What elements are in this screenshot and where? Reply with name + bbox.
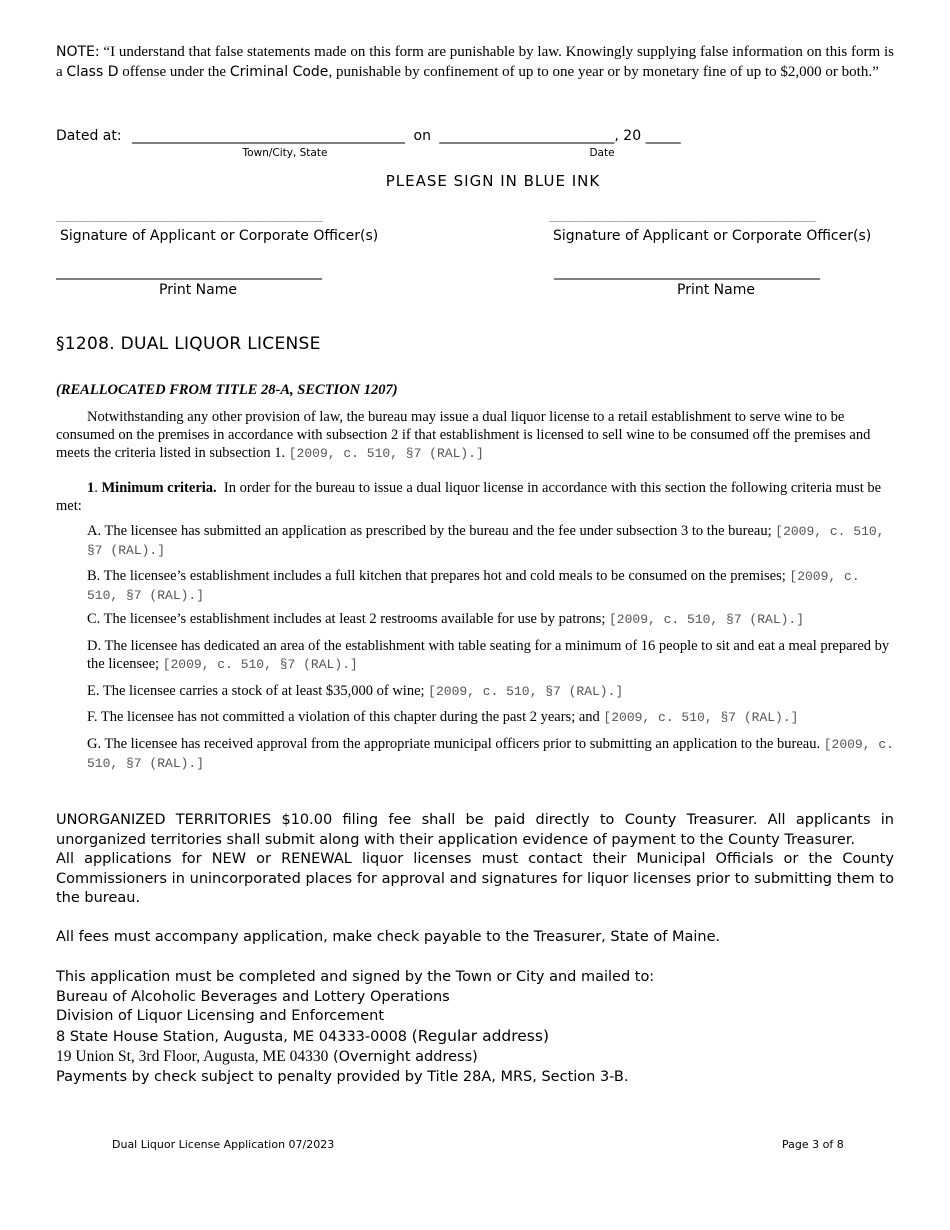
criterion-d-text: D. The licensee has dedicated an area of the establishment with table seating for a minimum of 16 people to sit and eat a meal prepared by the licensee;	[87, 638, 890, 672]
section-subheading: (REALLOCATED FROM TITLE 28-A, SECTION 1207)	[56, 382, 398, 398]
overnight-address: 19 Union St, 3rd Floor, Augusta, ME 04330	[56, 1048, 329, 1065]
print-name-caption-right: Print Name	[677, 282, 755, 298]
criterion-b-citation: [2009, c. 510, §7 (RAL).]	[87, 569, 860, 603]
subsection-1: 1. Minimum criteria. In order for the bureau to issue a dual liquor license in accordance with this section the following criteria must be met:	[56, 480, 882, 514]
sub1-number: 1	[87, 480, 95, 496]
dated-on: on	[413, 128, 431, 144]
overnight-address-label: (Overnight address)	[332, 1049, 478, 1065]
criterion-c-text: C. The licensee’s establishment includes at least 2 restrooms available for use by patrons;	[87, 611, 606, 627]
section-heading: §1208. DUAL LIQUOR LICENSE	[56, 334, 321, 354]
note-class-d: Class D	[66, 64, 119, 80]
regular-address-line	[56, 1027, 894, 1048]
note-text-a: “I understand that false statements made on this form are punishable by law. Knowingly supplying false information on this form is a	[56, 44, 894, 80]
fees-note: All fees must accompany application, make check payable to the Treasurer, State of Maine.	[56, 929, 721, 945]
criterion-d	[87, 637, 897, 674]
criterion-c-citation: [2009, c. 510, §7 (RAL).]	[609, 612, 805, 627]
print-name-line-right[interactable]: ______________________________________	[554, 264, 820, 280]
print-name-line-left[interactable]: ______________________________________	[56, 264, 322, 280]
criterion-e-text: E. The licensee carries a stock of at least $35,000 of wine;	[87, 683, 425, 699]
renewal-note: All applications for NEW or RENEWAL liquor licenses must contact their Municipal Officials or the County Commissioners in unincorporated places for approval and signatures for liquor licenses prior to submitting them to the bureau.	[56, 851, 894, 906]
signature-caption-left: Signature of Applicant or Corporate Officer(s)	[60, 228, 379, 244]
criterion-g-citation: [2009, c. 510, §7 (RAL).]	[87, 737, 894, 771]
print-name-caption-left: Print Name	[159, 282, 237, 298]
note-criminal-code: Criminal Code	[229, 64, 329, 80]
criterion-c	[87, 610, 897, 629]
regular-address-label: (Regular address)	[411, 1026, 550, 1045]
criterion-g	[87, 735, 897, 773]
sub1-text: In order for the bureau to issue a dual liquor license in accordance with this section the following criteria must be met:	[56, 480, 882, 514]
criterion-b	[87, 567, 897, 605]
sign-instruction: PLEASE SIGN IN BLUE INK	[385, 172, 601, 190]
penalty-note: Payments by check subject to penalty provided by Title 28A, MRS, Section 3-B.	[56, 1068, 629, 1085]
criterion-f-citation: [2009, c. 510, §7 (RAL).]	[603, 710, 799, 725]
dated-row	[56, 128, 681, 144]
signature-caption-right: Signature of Applicant or Corporate Officer(s)	[553, 228, 872, 244]
town-label: Town/City, State	[242, 147, 328, 159]
sub1-title: Minimum criteria.	[101, 480, 217, 496]
false-statement-note	[56, 42, 894, 82]
criterion-f	[87, 708, 897, 727]
criterion-a	[87, 522, 897, 560]
year-prefix: , 20	[614, 128, 642, 144]
criterion-a-citation: [2009, c. 510, §7 (RAL).]	[87, 524, 885, 558]
mail-line: Division of Liquor Licensing and Enforcement	[56, 1008, 385, 1024]
signature-line-right[interactable]: _____________________________________________________	[549, 211, 816, 222]
date-field[interactable]: _________________________	[439, 128, 615, 144]
note-text-b: offense under the	[118, 64, 230, 80]
criterion-d-citation: [2009, c. 510, §7 (RAL).]	[162, 657, 358, 672]
regular-address: 8 State House Station, Augusta, ME 04333-0008	[56, 1028, 408, 1045]
criterion-b-text: B. The licensee’s establishment includes a full kitchen that prepares hot and cold meals to be consumed on the premises;	[87, 568, 786, 584]
overnight-address-line	[56, 1047, 894, 1068]
criterion-e-citation: [2009, c. 510, §7 (RAL).]	[428, 684, 624, 699]
criterion-g-text: G. The licensee has received approval from the appropriate municipal officers prior to submitting an application to the bureau.	[87, 736, 821, 752]
unorganized-territories-note: UNORGANIZED TERRITORIES $10.00 filing fee shall be paid directly to County Treasurer. All applicants in unorganized territories shall submit along with their application evidence of payment to the County Treasurer.	[56, 812, 894, 848]
signature-line-left[interactable]: _____________________________________________________	[56, 211, 323, 222]
footer-page-number: Page 3 of 8	[782, 1138, 844, 1151]
footer-form-title: Dual Liquor License Application 07/2023	[112, 1138, 335, 1151]
mailing-block	[56, 968, 894, 1087]
criterion-f-text: F. The licensee has not committed a violation of this chapter during the past 2 years; and	[87, 709, 600, 725]
criterion-e	[87, 682, 897, 701]
intro-text: Notwithstanding any other provision of law, the bureau may issue a dual liquor license to a retail establishment to serve wine to be consumed on the premises in accordance with subsection 2 if that establishment is licensed to sell wine to be consumed off the premises and meets the criteria listed in subsection 1.	[56, 409, 871, 461]
town-field[interactable]: _______________________________________	[132, 128, 406, 144]
note-text-c: , punishable by confinement of up to one year or by monetary fine of up to $2,000 or both.”	[328, 64, 879, 80]
criterion-a-text: A. The licensee has submitted an application as prescribed by the bureau and the fee under subsection 3 to the bureau;	[87, 523, 772, 539]
note-label: NOTE:	[56, 44, 100, 60]
dated-prefix: Dated at:	[56, 128, 122, 144]
year-field[interactable]: _____	[645, 128, 681, 144]
mail-line: Bureau of Alcoholic Beverages and Lottery Operations	[56, 988, 450, 1005]
mail-line: This application must be completed and signed by the Town or City and mailed to:	[56, 969, 655, 985]
date-label: Date	[589, 147, 615, 159]
intro-citation: [2009, c. 510, §7 (RAL).]	[288, 446, 484, 461]
intro-paragraph	[56, 408, 892, 463]
